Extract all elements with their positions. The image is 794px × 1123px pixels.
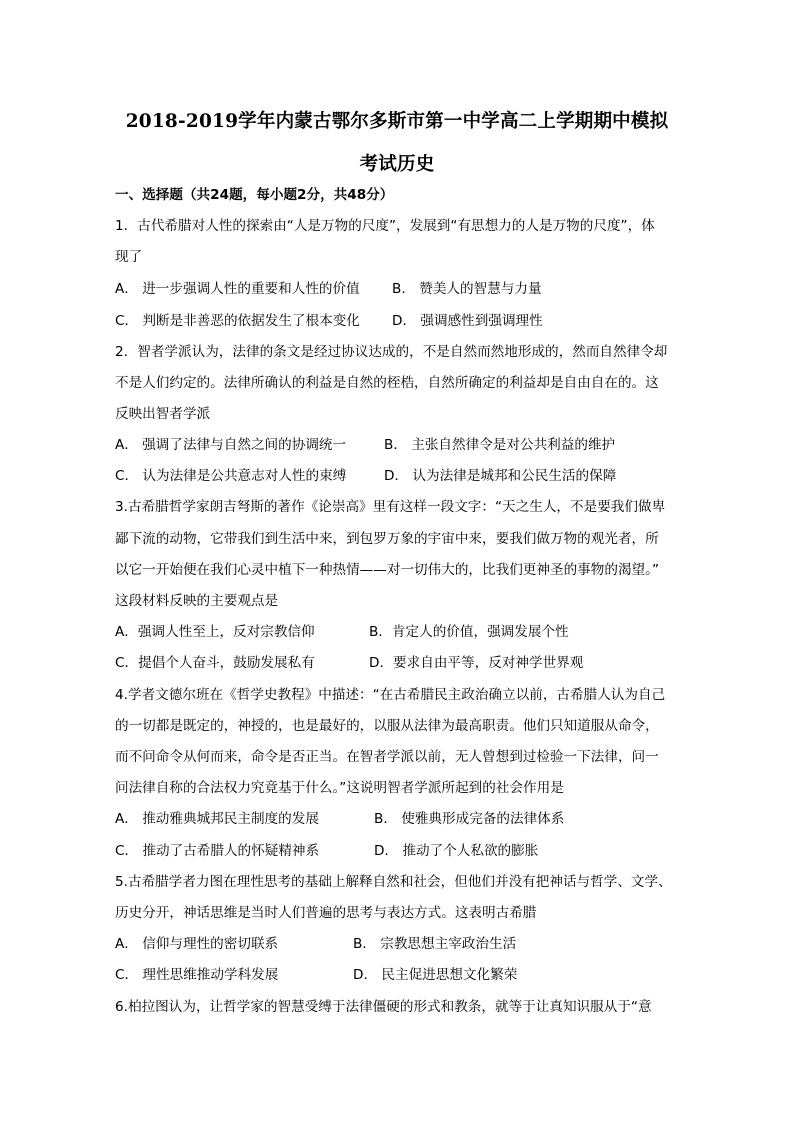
q1-stem-line2: 现了 (115, 249, 143, 265)
q2-stem-line3: 反映出智者学派 (115, 406, 211, 422)
q1-option-a: A． 进一步强调人性的重要和人性的价值 (115, 281, 360, 297)
q4-stem-line1: 4.学者文德尔班在《哲学史教程》中描述：“在古希腊民主政治确立以前，古希腊人认为自己 (115, 687, 666, 703)
section-heading: 一、选择题（共24题，每小题2分，共48分） (115, 187, 394, 203)
q2-stem-line2: 不是人们约定的。法律所确认的利益是自然的桎梏，自然所确定的利益却是自由自在的。这 (115, 375, 659, 391)
q3-stem-line4: 这段材料反映的主要观点是 (115, 593, 279, 609)
q2-option-c: C． 认为法律是公共意志对人性的束缚 (115, 468, 347, 484)
q1-option-d: D． 强调感性到强调理性 (392, 313, 543, 329)
q4-option-d: D． 推动了个人私欲的膨胀 (374, 843, 539, 859)
exam-title-line1: 2018-2019学年内蒙古鄂尔多斯市第一中学高二上学期期中模拟 (125, 111, 669, 132)
q5-option-d: D． 民主促进思想文化繁荣 (353, 967, 518, 983)
q4-option-c: C． 推动了古希腊人的怀疑精神系 (115, 843, 320, 859)
q2-option-d: D． 认为法律是城邦和公民生活的保障 (384, 468, 617, 484)
q5-stem-line2: 历史分开，神话思维是当时人们普遍的思考与表达方式。这表明古希腊 (115, 905, 537, 921)
q6-stem-line1: 6.柏拉图认为，让哲学家的智慧受缚于法律僵硬的形式和教条，就等于让真知识服从于“意 (115, 999, 652, 1015)
q3-stem-line1: 3.古希腊哲学家朗吉弩斯的著作《论崇高》里有这样一段文字：“天之生人，不是要我们做卑 (115, 499, 666, 515)
exam-title-line2: 考试历史 (359, 154, 435, 175)
q3-option-a: A．强调人性至上，反对宗教信仰 (115, 624, 315, 640)
q1-option-b: B． 赞美人的智慧与力量 (392, 281, 542, 297)
q5-option-b: B． 宗教思想主宰政治生活 (353, 936, 517, 952)
q3-stem-line2: 鄙下流的动物，它带我们到生活中来，到包罗万象的宇宙中来，要我们做万物的观光者，所 (115, 531, 659, 547)
q3-stem-line3: 以它一开始便在我们心灵中植下一种热情——对一切伟大的，比我们更神圣的事物的渴望。” (115, 562, 659, 578)
q4-option-a: A． 推动雅典城邦民主制度的发展 (115, 811, 319, 827)
q3-option-c: C．提倡个人奋斗，鼓励发展私有 (115, 655, 315, 671)
q4-stem-line4: 问法律自称的合法权力究竟基于什么。”这说明智者学派所起到的社会作用是 (115, 780, 564, 796)
q5-stem-line1: 5.古希腊学者力图在理性思考的基础上解释自然和社会，但他们并没有把神话与哲学、文学、 (115, 874, 672, 890)
q2-option-a: A． 强调了法律与自然之间的协调统一 (115, 437, 347, 453)
q2-stem-line1: 2．智者学派认为，法律的条文是经过协议达成的，不是自然而然地形成的，然而自然律令却 (115, 344, 668, 360)
q1-stem-line1: 1．古代希腊对人性的探索由“人是万物的尺度”，发展到“有思想力的人是万物的尺度”，体 (115, 218, 655, 234)
q5-option-a: A． 信仰与理性的密切联系 (115, 936, 279, 952)
q3-option-b: B．肯定人的价值，强调发展个性 (369, 624, 569, 640)
q4-stem-line2: 的一切都是既定的，神授的，也是最好的，以服从法律为最高职责。他们只知道服从命令， (115, 718, 659, 734)
q4-option-b: B． 使雅典形成完备的法律体系 (374, 811, 565, 827)
q4-stem-line3: 而不问命令从何而来，命令是否正当。在智者学派以前，无人曾想到过检验一下法律，问一 (115, 749, 659, 765)
q1-option-c: C． 判断是非善恶的依据发生了根本变化 (115, 313, 360, 329)
q5-option-c: C． 理性思维推动学科发展 (115, 967, 279, 983)
q2-option-b: B． 主张自然律令是对公共利益的维护 (384, 437, 616, 453)
q3-option-d: D．要求自由平等，反对神学世界观 (369, 655, 584, 671)
